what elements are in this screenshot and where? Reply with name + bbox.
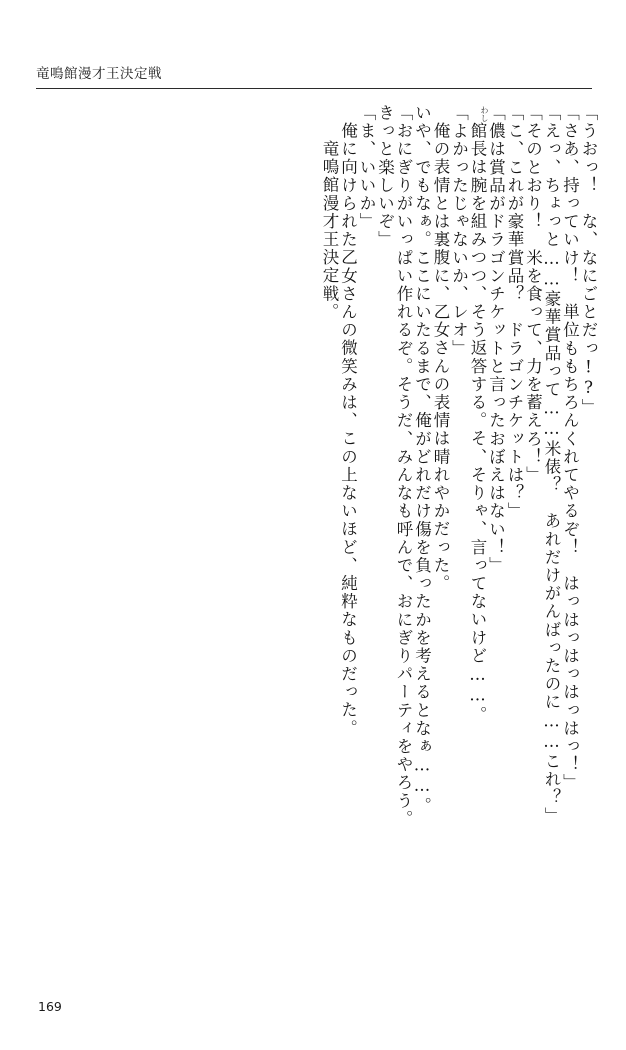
text-column: 俺に向けられた乙女さんの微笑みは、この上ないほど、純粋なものだった。 (338, 122, 358, 738)
text-column: 「うおっ！ な、なにごとだっ!?」 (579, 104, 598, 417)
text-column: 竜鳴館漫才王決定戦。 (320, 140, 339, 321)
ruby-annotation: わし (480, 106, 489, 122)
text-column: 「えっ、ちょっと……豪華賞品って……米俵？ あれだけがんばったのに……これ？」 (542, 104, 561, 825)
text-column: いや、でもなぁ。ここにいたるまで、俺がどれだけ傷を負ったかを考えるとなぁ……。 (412, 104, 432, 815)
text-column: 館長は腕を組みつつ、そう返答する。そ、そりゃ、言ってないけど……。 (468, 122, 487, 725)
text-column: きっと楽しいぞ」 (375, 104, 395, 249)
text-column: 「さあ、持っていけ！ 単位ももちろんくれてやるぞ！ はっはっはっはっはっ！」 (560, 104, 580, 792)
text-column: 「ま、いいか」 (357, 104, 376, 231)
header-rule (36, 88, 592, 89)
text-column: 「儂は賞品がドラゴンチケットと言ったおぼえはない！」 わし (480, 104, 506, 575)
running-head: 竜鳴館漫才王決定戦 (36, 66, 162, 82)
text-column: 「よかったじゃないか、レオ」 (449, 104, 469, 358)
vertical-text-body (36, 104, 596, 964)
text-column: 「そのとおり！ 米を食って、力を蓄えろ！」 (523, 104, 543, 485)
text-column: 「おにぎりがいっぱい作れるぞ。そうだ、みんなも呼んで、おにぎりパーティをやろう。 (394, 104, 413, 828)
text-column: 俺の表情とは裏腹に、乙女さんの表情は晴れやかだった。 (431, 122, 450, 593)
text-column: 「こ、これが豪華賞品？ ドラゴンチケットは？」 (505, 104, 524, 521)
page-number: 169 (38, 999, 62, 1014)
